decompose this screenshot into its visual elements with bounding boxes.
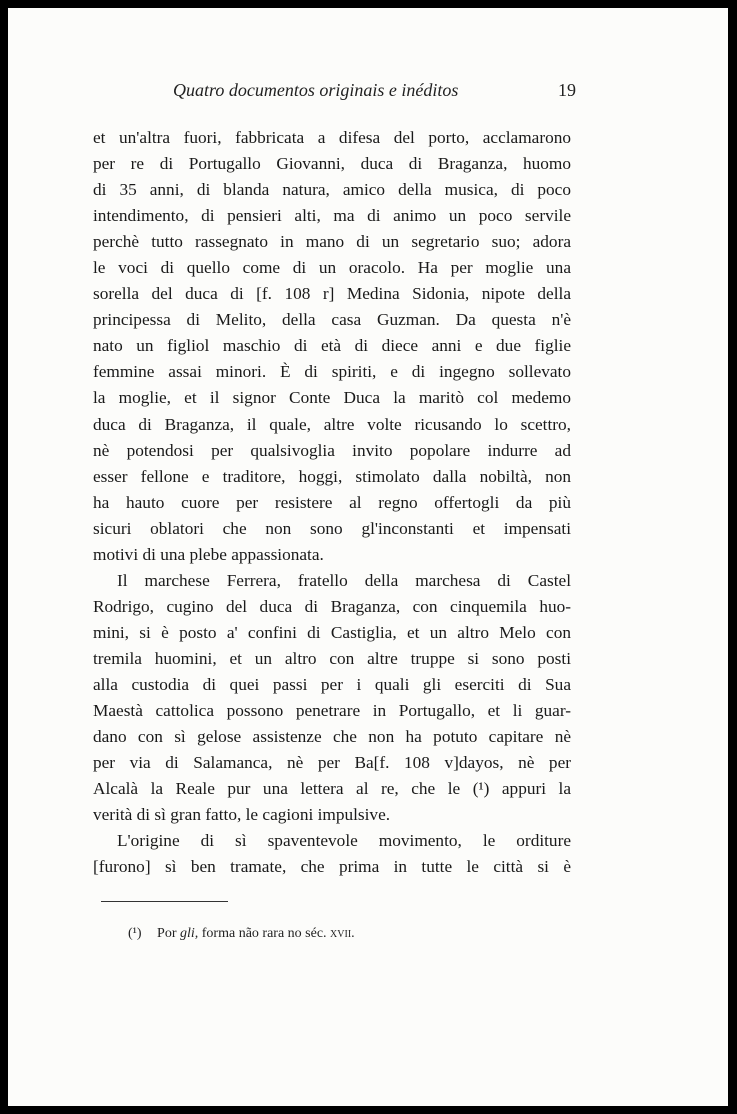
text-line: dano con sì gelose assistenze che non ha potuto capitare nè xyxy=(93,727,571,747)
text-line: la moglie, et il signor Conte Duca la maritò col medemo xyxy=(93,388,571,408)
text-line: L'origine di sì spaventevole movimento, le orditure xyxy=(117,831,571,851)
text-line: principessa di Melito, della casa Guzman. Da questa n'è xyxy=(93,310,571,330)
footnote-italic: gli, xyxy=(179,926,199,941)
text-line: sicuri oblatori che non sono gl'inconstanti et impensati xyxy=(93,518,571,538)
text-line: [furono] sì ben tramate, che prima in tutte le città si è xyxy=(93,857,571,877)
text-line: et un'altra fuori, fabbricata a difesa del porto, acclamarono xyxy=(93,128,571,147)
footnote-century: xvii. xyxy=(330,926,355,941)
text-line: intendimento, di pensieri alti, ma di animo un poco servile xyxy=(93,206,571,226)
text-line: Alcalà la Reale pur una lettera al re, che le (¹) appuri la xyxy=(93,779,571,799)
text-line: Maestà cattolica possono penetrare in Portugallo, et li guar- xyxy=(93,701,571,721)
running-title: Quatro documentos originais e inéditos xyxy=(173,80,459,100)
text-line: esser fellone e traditore, hoggi, stimolato dalla nobiltà, non xyxy=(93,466,571,486)
text-line: per re di Portugallo Giovanni, duca di Braganza, huomo xyxy=(93,154,571,174)
text-line: di 35 anni, di blanda natura, amico della musica, di poco xyxy=(93,180,571,200)
text-line: Rodrigo, cugino del duca di Braganza, con cinquemila huo- xyxy=(93,596,571,616)
text-line: perchè tutto rassegnato in mano di un segretario suo; adora xyxy=(93,232,571,252)
text-line: motivi di una plebe appassionata. xyxy=(93,544,324,564)
text-line: duca di Braganza, il quale, altre volte ricusando lo scettro, xyxy=(93,414,571,434)
book-page xyxy=(8,8,728,1106)
text-line: le voci di quello come di un oracolo. Ha per moglie una xyxy=(93,258,571,278)
footnote-text: Por xyxy=(157,926,177,941)
text-line: nè potendosi per qualsivoglia invito popolare indurre ad xyxy=(93,440,571,460)
text-line: femmine assai minori. È di spiriti, e di ingegno sollevato xyxy=(93,362,571,382)
footnote-mark: (¹) xyxy=(128,926,142,941)
body-text xyxy=(93,125,571,880)
text-line: sorella del duca di [f. 108 r] Medina Sidonia, nipote della xyxy=(93,284,571,304)
footnote-text: forma não rara no séc. xyxy=(201,926,327,941)
text-line: tremila huomini, et un altro con altre truppe si sono posti xyxy=(93,648,571,668)
text-line: Il marchese Ferrera, fratello della marchesa di Castel xyxy=(117,570,571,590)
page-number: 19 xyxy=(558,80,576,100)
text-line: per via di Salamanca, nè per Ba[f. 108 v]dayos, nè per xyxy=(93,753,571,773)
page-header xyxy=(93,80,576,110)
text-line: ha hauto cuore per resistere al regno offertogli da più xyxy=(93,492,571,512)
footnote xyxy=(128,926,355,942)
text-line: verità di sì gran fatto, le cagioni impulsive. xyxy=(93,805,391,825)
text-line: nato un figliol maschio di età di diece anni e due figlie xyxy=(93,336,571,356)
text-line: mini, si è posto a' confini di Castiglia, et un altro Melo con xyxy=(93,622,571,642)
text-line: alla custodia di quei passi per i quali gli eserciti di Sua xyxy=(93,674,571,694)
footnote-rule xyxy=(101,901,228,902)
